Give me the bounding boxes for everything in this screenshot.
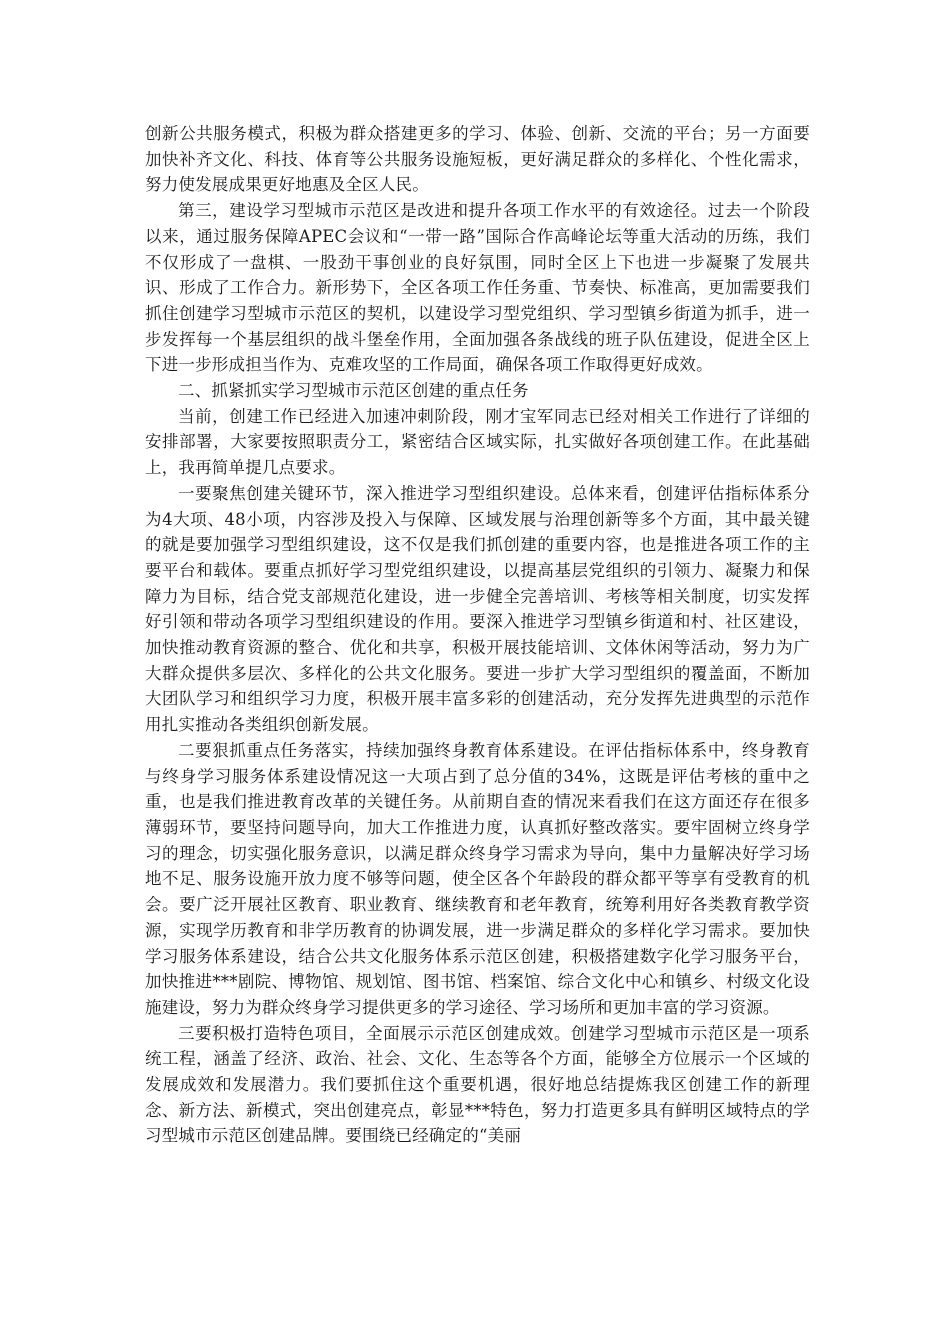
document-body — [145, 121, 810, 1149]
section-heading: 二、抓紧抓实学习型城市示范区创建的重点任务 — [178, 381, 529, 401]
paragraph-5: 一要聚焦创建关键环节，深入推进学习型组织建设。总体来看，创建评估指标体系分为4大项、48小项，内容涉及投入与保障、区域发展与治理创新等多个方面，其中最关键的就是要加强学习型组织建设，这不仅是我们抓创建的重要内容，也是推进各项工作的主要平台和载体。要重点抓好学习型党组织建设，以提高基层党组织的引领力、凝聚力和保障力为目标，结合党支部规范化建设，进一步健全完善培训、考核等相关制度，切实发挥好引领和带动各项学习型组织建设的作用。要深入推进学习型镇乡街道和村、社区建设，加快推动教育资源的整合、优化和共享，积极开展技能培训、文体休闲等活动，努力为广大群众提供多层次、多样化的公共文化服务。要进一步扩大学习型组织的覆盖面，不断加大团队学习和组织学习力度，积极开展丰富多彩的创建活动，充分发挥先进典型的示范作用扎实推动各类组织创新发展。 — [145, 483, 810, 735]
paragraph-6: 二要狠抓重点任务落实，持续加强终身教育体系建设。在评估指标体系中，终身教育与终身学习服务体系建设情况这一大项占到了总分值的34%，这既是评估考核的重中之重，也是我们推进教育改革的关键任务。从前期自查的情况来看我们在这方面还存在很多薄弱环节，要坚持问题导向，加大工作推进力度，认真抓好整改落实。要牢固树立终身学习的理念，切实强化服务意识，以满足群众终身学习需求为导向，集中力量解决好学习场地不足、服务设施开放力度不够等问题，使全区各个年龄段的群众都平等享有受教育的机会。要广泛开展社区教育、职业教育、继续教育和老年教育，统筹利用好各类教育教学资源，实现学历教育和非学历教育的协调发展，进一步满足群众的多样化学习需求。要加快学习服务体系建设，结合公共文化服务体系示范区创建，积极搭建数字化学习服务平台，加快推进***剧院、博物馆、规划馆、图书馆、档案馆、综合文化中心和镇乡、村级文化设施建设，努力为群众终身学习提供更多的学习途径、学习场所和更加丰富的学习资源。 — [145, 740, 810, 1017]
paragraph-7: 三要积极打造特色项目，全面展示示范区创建成效。创建学习型城市示范区是一项系统工程，涵盖了经济、政治、社会、文化、生态等各个方面，能够全方位展示一个区域的发展成效和发展潜力。我们要抓住这个重要机遇，很好地总结提炼我区创建工作的新理念、新方法、新模式，突出创建亮点，彰显***特色，努力打造更多具有鲜明区域特点的学习型城市示范区创建品牌。要围绕已经确定的“美丽 — [145, 1023, 810, 1146]
paragraph-2: 第三，建设学习型城市示范区是改进和提升各项工作水平的有效途径。过去一个阶段以来，通过服务保障APEC会议和“一带一路”国际合作高峰论坛等重大活动的历练，我们不仅形成了一盘棋、一股劲干事创业的良好氛围，同时全区上下也进一步凝聚了发展共识、形成了工作合力。新形势下，全区各项工作任务重、节奏快、标准高，更加需要我们抓住创建学习型城市示范区的契机，以建设学习型党组织、学习型镇乡街道为抓手，进一步发挥每一个基层组织的战斗堡垒作用，全面加强各条战线的班子队伍建设，促进全区上下进一步形成担当作为、克难攻坚的工作局面，确保各项工作取得更好成效。 — [145, 201, 810, 375]
paragraph-1: 创新公共服务模式，积极为群众搭建更多的学习、体验、创新、交流的平台；另一方面要加快补齐文化、科技、体育等公共服务设施短板，更好满足群众的多样化、个性化需求，努力使发展成果更好地惠及全区人民。 — [145, 124, 810, 195]
paragraph-4: 当前，创建工作已经进入加速冲刺阶段，刚才宝军同志已经对相关工作进行了详细的安排部署，大家要按照职责分工，紧密结合区域实际，扎实做好各项创建工作。在此基础上，我再简单提几点要求。 — [145, 406, 810, 478]
